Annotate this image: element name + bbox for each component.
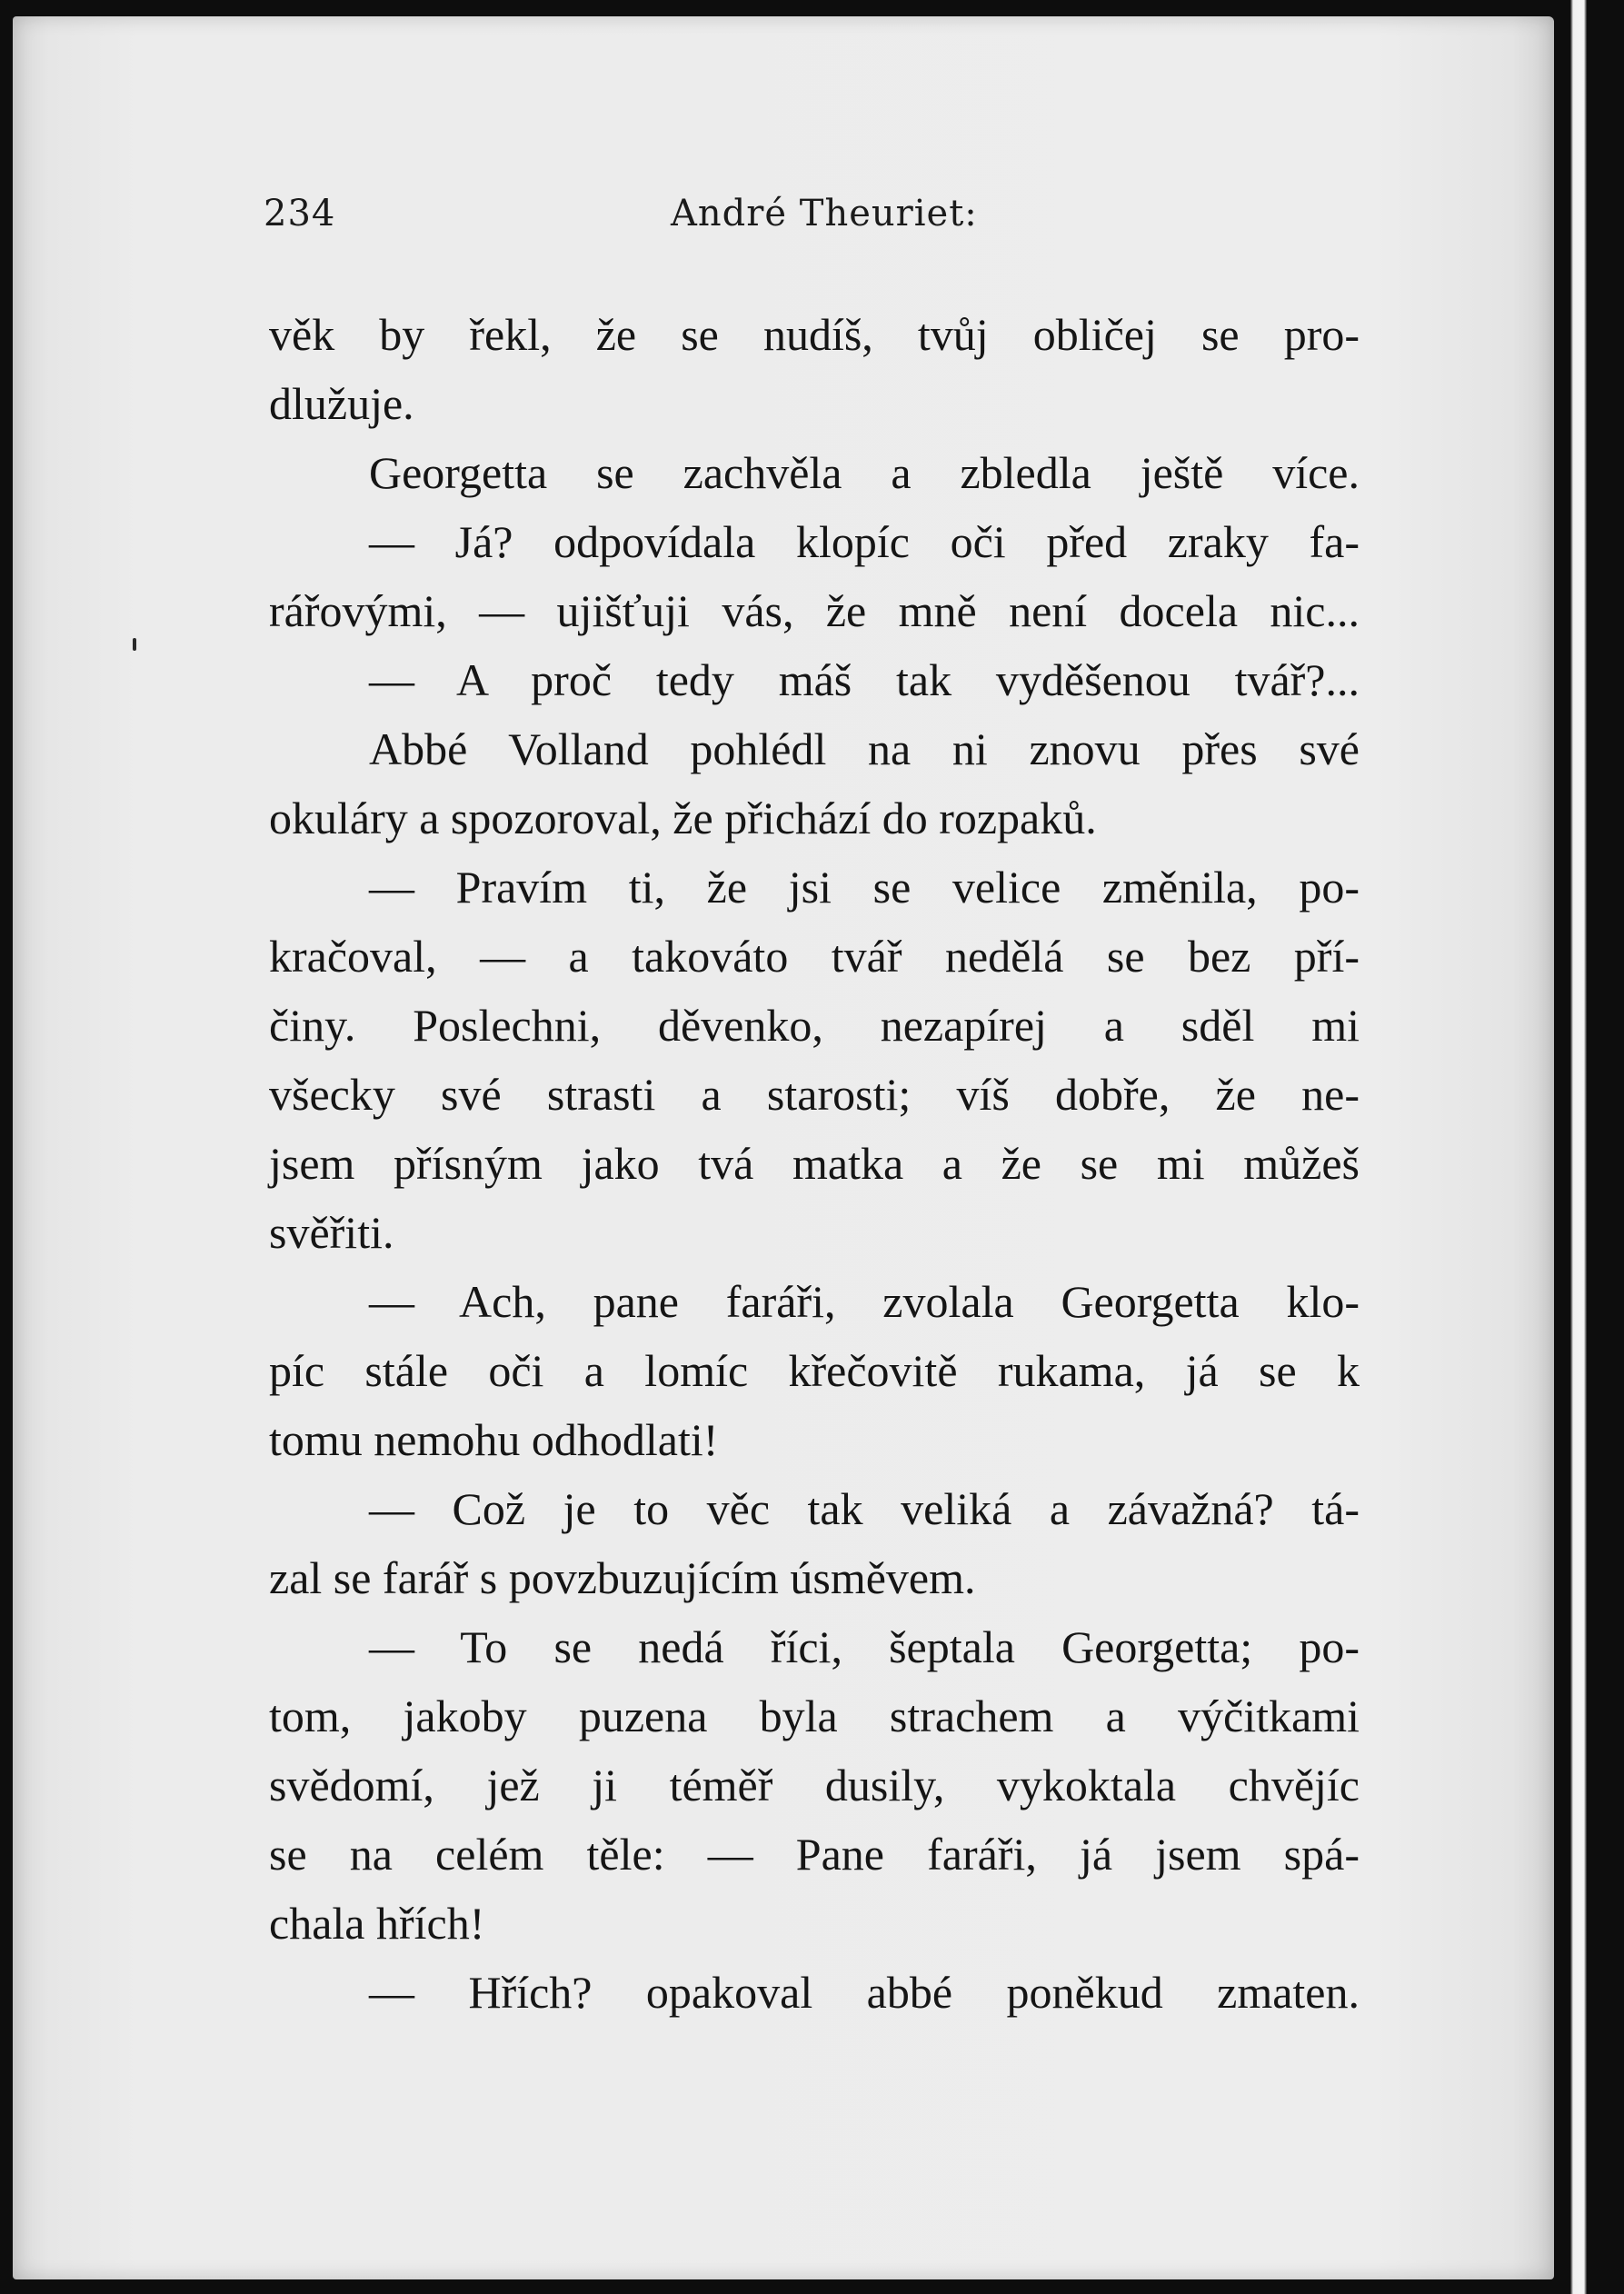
text-line: Abbé Volland pohlédl na ni znovu přes své [369,723,1360,774]
text-line: jsem přísným jako tvá matka a že se mi můžeš [269,1138,1360,1189]
text-line: tom, jakoby puzena byla strachem a výčitkami [269,1691,1360,1741]
text-line: — Což je to věc tak veliká a závažná? tá- [369,1483,1360,1534]
text-line: svěřiti. [269,1207,394,1258]
text-line: se na celém těle: — Pane faráři, já jsem spá- [269,1829,1360,1880]
text-line: zal se farář s povzbuzujícím úsměvem. [269,1552,976,1603]
text-line: všecky své strasti a starosti; víš dobře, že ne- [269,1069,1360,1120]
text-line: — Pravím ti, že jsi se velice změnila, po- [369,862,1360,913]
text-line: píc stále oči a lomíc křečovitě rukama, já se k [269,1345,1360,1396]
adjacent-page-edge [1570,0,1587,2294]
text-line: chala hřích! [269,1898,485,1949]
running-title: André Theuriet: [671,193,978,234]
ink-speck [133,638,136,651]
text-line: dlužuje. [269,378,414,429]
text-line: tomu nemohu odhodlati! [269,1414,719,1465]
text-line: kračoval, — a takováto tvář nedělá se bez pří- [269,931,1360,982]
page-number: 234 [264,193,336,234]
text-line: — To se nedá říci, šeptala Georgetta; po- [369,1621,1360,1672]
text-line: — Ach, pane faráři, zvolala Georgetta klo- [369,1276,1360,1327]
text-line: — A proč tedy máš tak vyděšenou tvář?... [369,654,1360,705]
text-line: — Hřích? opakoval abbé poněkud zmaten. [369,1967,1360,2018]
text-line: — Já? odpovídala klopíc oči před zraky fa- [369,516,1360,567]
text-line: věk by řekl, že se nudíš, tvůj obličej se pro- [269,309,1360,360]
text-line: činy. Poslechni, děvenko, nezapírej a sděl mi [269,1000,1360,1051]
body-text [269,300,1360,2027]
text-line: rářovými, — ujišťuji vás, že mně není docela nic... [269,585,1360,636]
text-line: svědomí, jež ji téměř dusily, vykoktala chvějíc [269,1760,1360,1810]
running-header [264,193,1354,244]
text-line: okuláry a spozoroval, že přichází do rozpaků. [269,793,1097,843]
text-line: Georgetta se zachvěla a zbledla ještě více. [369,447,1360,498]
